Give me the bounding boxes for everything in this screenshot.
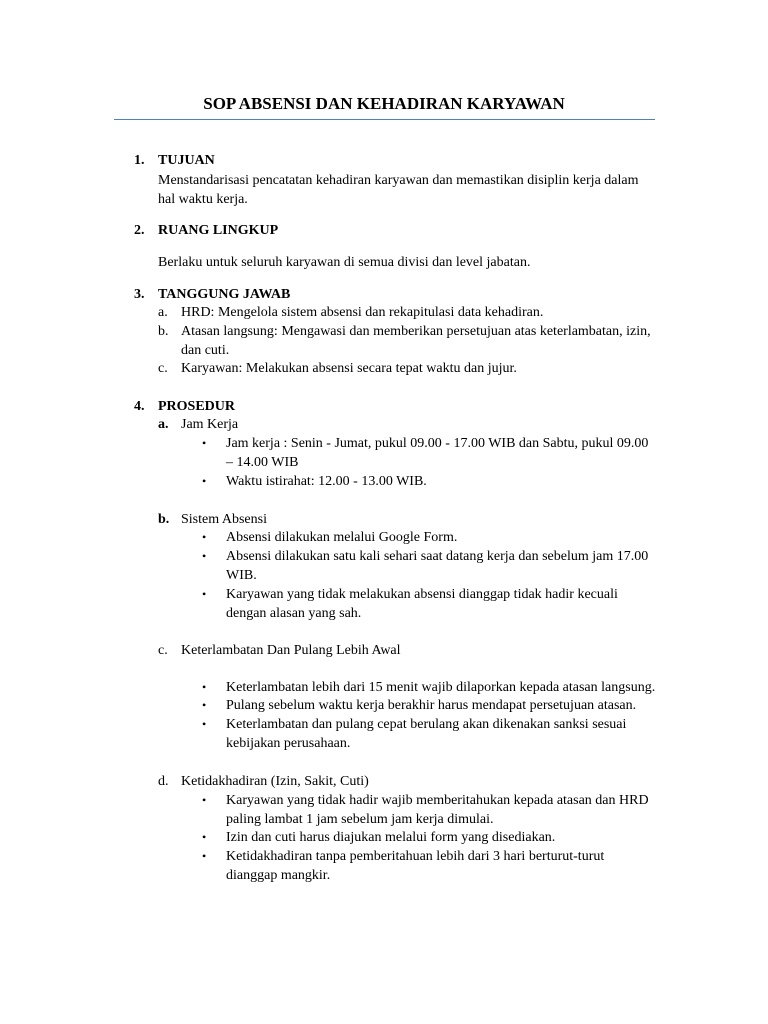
section-number: 4.: [134, 399, 145, 414]
list-item: Ketidakhadiran tanpa pemberitahuan lebih dari 3 hari berturut-turut dianggap mangkir.: [226, 849, 605, 883]
bullet-icon: •: [202, 793, 207, 807]
bullet-icon: •: [202, 680, 207, 694]
section-text-tujuan: Menstandarisasi pencatatan kehadiran karyawan dan memastikan disiplin kerja dalam hal waktu kerja.: [158, 173, 639, 207]
list-item: Pulang sebelum waktu kerja berakhir harus mendapat persetujuan atasan.: [226, 698, 637, 713]
bullet-icon: •: [202, 698, 207, 712]
subsection-letter: b.: [158, 512, 170, 527]
document-title: SOP ABSENSI DAN KEHADIRAN KARYAWAN: [203, 94, 565, 113]
subsection-letter: d.: [158, 774, 169, 789]
list-item: Jam kerja : Senin - Jumat, pukul 09.00 - 17.00 WIB dan Sabtu, pukul 09.00 – 14.00 WIB: [226, 436, 649, 470]
subsection-letter: a.: [158, 417, 169, 432]
subsection-title-keterlambatan: Keterlambatan Dan Pulang Lebih Awal: [181, 643, 401, 658]
section-heading-tujuan: TUJUAN: [158, 153, 215, 168]
section-number: 1.: [134, 153, 145, 168]
list-item: Waktu istirahat: 12.00 - 13.00 WIB.: [226, 474, 427, 489]
bullet-icon: •: [202, 830, 207, 844]
bullet-icon: •: [202, 717, 207, 731]
bullet-icon: •: [202, 849, 207, 863]
subsection-title-jam-kerja: Jam Kerja: [181, 417, 239, 432]
list-item: Absensi dilakukan melalui Google Form.: [226, 530, 458, 545]
bullet-icon: •: [202, 549, 207, 563]
section-number: 3.: [134, 287, 145, 302]
list-item: Absensi dilakukan satu kali sehari saat datang kerja dan sebelum jam 17.00 WIB.: [226, 549, 649, 583]
bullet-icon: •: [202, 436, 207, 450]
section-number: 2.: [134, 223, 145, 238]
list-item: Karyawan yang tidak melakukan absensi dianggap tidak hadir kecuali dengan alasan yang sah.: [226, 587, 618, 621]
bullet-icon: •: [202, 530, 207, 544]
list-item: Atasan langsung: Mengawasi dan memberikan persetujuan atas keterlambatan, izin, dan cuti.: [181, 324, 651, 358]
list-letter: a.: [158, 305, 168, 320]
subsection-letter: c.: [158, 643, 168, 658]
list-letter: c.: [158, 361, 168, 376]
list-item: Karyawan yang tidak hadir wajib memberitahukan kepada atasan dan HRD paling lambat 1 jam sebelum jam kerja dimulai.: [226, 793, 649, 827]
subsection-title-sistem-absensi: Sistem Absensi: [181, 512, 267, 527]
title-divider: [114, 119, 655, 120]
section-text-ruang-lingkup: Berlaku untuk seluruh karyawan di semua divisi dan level jabatan.: [158, 255, 531, 270]
section-heading-ruang-lingkup: RUANG LINGKUP: [158, 223, 279, 238]
list-item: Karyawan: Melakukan absensi secara tepat waktu dan jujur.: [181, 361, 517, 376]
list-letter: b.: [158, 324, 169, 339]
list-item: Keterlambatan dan pulang cepat berulang akan dikenakan sanksi sesuai kebijakan perusahaan.: [226, 717, 627, 751]
list-item: Keterlambatan lebih dari 15 menit wajib dilaporkan kepada atasan langsung.: [226, 680, 656, 695]
section-heading-tanggung-jawab: TANGGUNG JAWAB: [158, 287, 291, 302]
list-item: Izin dan cuti harus diajukan melalui form yang disediakan.: [226, 830, 556, 845]
section-heading-prosedur: PROSEDUR: [158, 399, 236, 414]
bullet-icon: •: [202, 587, 207, 601]
bullet-icon: •: [202, 474, 207, 488]
list-item: HRD: Mengelola sistem absensi dan rekapitulasi data kehadiran.: [181, 305, 544, 320]
subsection-title-ketidakhadiran: Ketidakhadiran (Izin, Sakit, Cuti): [181, 774, 369, 789]
